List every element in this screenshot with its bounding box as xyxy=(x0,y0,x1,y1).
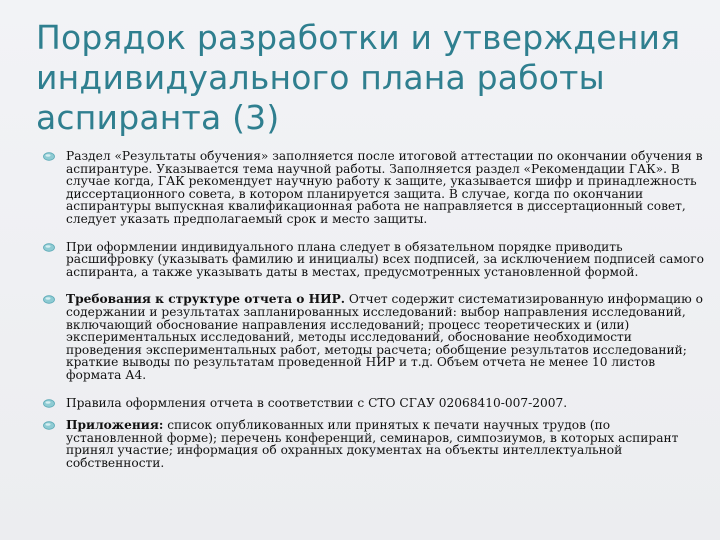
lens-bullet-icon xyxy=(43,421,55,430)
item-text: Раздел «Результаты обучения» заполняется после итоговой аттестации по окончании обучения в аспирантуре. Указывается тема научной работы. Заполняется раздел «Рекомендации ГАК». В случае когда, ГАК рекомендует научную работу к защите, указывается шифр и принадлежность диссертационного совета, в котором планируется защита. В случае, когда по окончании аспирантуры выпускная квалификационная работа не направляется в диссертационный совет, следует указать предполагаемый срок и место защиты. xyxy=(66,149,703,226)
item-heading: Требования к структуре отчета о НИР. xyxy=(66,292,346,307)
item-text: При оформлении индивидуального плана следует в обязательном порядке приводить расшифровку (указывать фамилию и инициалы) всех подписей, за исключением подписей самого аспиранта, а также указывать даты в местах, предусмотренных установленной формой. xyxy=(66,239,704,279)
list-item xyxy=(40,293,704,381)
slide-title: Порядок разработки и утверждения индивидуального плана работы аспиранта (3) xyxy=(36,18,681,137)
list-item xyxy=(40,241,704,279)
lens-bullet-icon xyxy=(43,399,55,408)
list-item xyxy=(40,150,704,226)
bullet-list xyxy=(40,150,704,479)
lens-bullet-icon xyxy=(43,295,55,304)
item-text: список опубликованных или принятых к печати научных трудов (по установленной форме); перечень конференций, семинаров, симпозиумов, в которых аспирант принял участие; информация об охранных документах на объекты интеллектуальной собственности. xyxy=(66,418,679,470)
list-item xyxy=(40,397,704,410)
item-heading: Приложения: xyxy=(66,418,164,433)
lens-bullet-icon xyxy=(43,243,55,252)
item-text: Отчет содержит систематизированную информацию о содержании и результатах запланированных исследований: выбор направления исследований, включающий обоснование направления исследований; процесс теоретических и (или) экспериментальных исследований, методы исследований, обоснование необходимости проведения экспериментальных работ, методы расчета; обобщение результатов исследований; краткие выводы по результатам проведенной НИР и т.д. Объем отчета не менее 10 листов формата А4. xyxy=(66,292,703,382)
lens-bullet-icon xyxy=(43,152,55,161)
list-item xyxy=(40,419,704,469)
item-text: Правила оформления отчета в соответствии с СТО СГАУ 02068410-007-2007. xyxy=(66,395,568,410)
